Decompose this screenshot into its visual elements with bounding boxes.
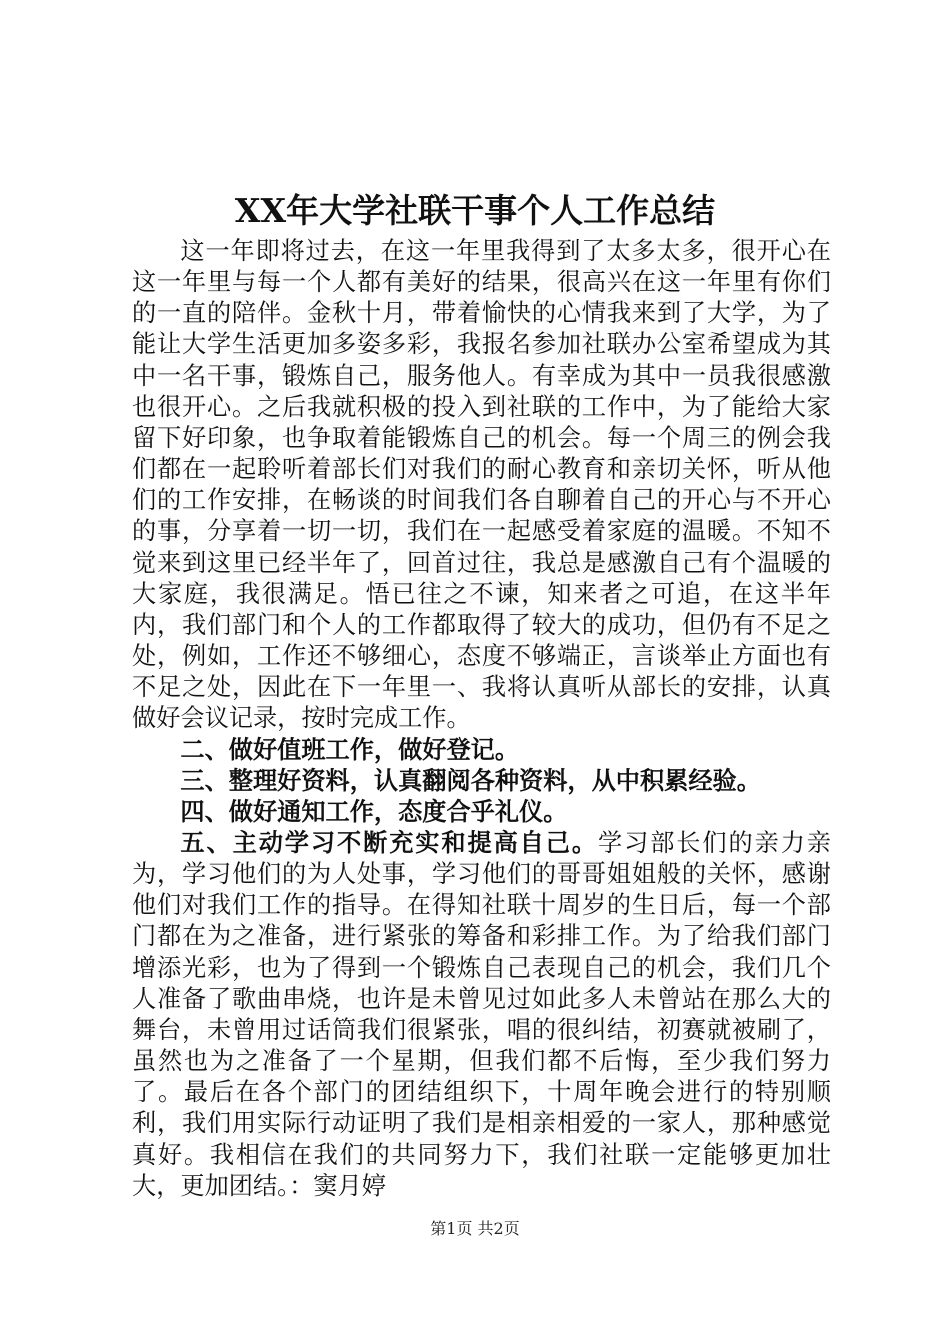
paragraph-item-5-lead: 五、主动学习不断充实和提高自己。: [180, 828, 598, 857]
paragraph-item-5: [132, 828, 831, 1202]
paragraph-item-3: 三、整理好资料，认真翻阅各种资料，从中积累经验。: [180, 766, 761, 795]
paragraph-item-4: 四、做好通知工作，态度合乎礼仪。: [180, 797, 568, 826]
document-title: XX年大学社联干事个人工作总结: [234, 191, 716, 230]
paragraph-item-5-body: 学习部长们的亲力亲为，学习他们的为人处事，学习他们的哥哥姐姐般的关怀，感谢他们对我们工作的指导。在得知社联十周岁的生日后，每一个部门都在为之准备，进行紧张的筹备和彩排工作。为了给我们部门增添光彩，也为了得到一个锻炼自己表现自己的机会，我们几个人准备了歌曲串烧，也许是未曾见过如此多人未曾站在那么大的舞台，未曾用过话筒我们很紧张，唱的很纠结，初赛就被刷了，虽然也为之准备了一个星期，但我们都不后悔，至少我们努力了。最后在各个部门的团结组织下，十周年晚会进行的特别顺利，我们用实际行动证明了我们是相亲相爱的一家人，那种感觉真好。我相信在我们的共同努力下，我们社联一定能够更加壮大，更加团结。：窦月婷: [132, 828, 831, 1200]
paragraph-intro: 这一年即将过去，在这一年里我得到了太多太多，很开心在这一年里与每一个人都有美好的结果，很高兴在这一年里有你们的一直的陪伴。金秋十月，带着愉快的心情我来到了大学，为了能让大学生活更加多姿多彩，我报名参加社联办公室希望成为其中一名干事，锻炼自己，服务他人。有幸成为其中一员我很感激也很开心。之后我就积极的投入到社联的工作中，为了能给大家留下好印象，也争取着能锻炼自己的机会。每一个周三的例会我们都在一起聆听着部长们对我们的耐心教育和亲切关怀，听从他们的工作安排，在畅谈的时间我们各自聊着自己的开心与不开心的事，分享着一切一切，我们在一起感受着家庭的温暖。不知不觉来到这里已经半年了，回首过往，我总是感激自己有个温暖的大家庭，我很满足。悟已往之不谏，知来者之可追，在这半年内，我们部门和个人的工作都取得了较大的成功，但仍有不足之处，例如，工作还不够细心，态度不够端正，言谈举止方面也有不足之处，因此在下一年里一、我将认真听从部长的安排，认真做好会议记录，按时完成工作。: [132, 237, 831, 733]
document-body: [132, 236, 831, 1202]
paragraph-item-2: 二、做好值班工作，做好登记。: [180, 735, 520, 764]
page-footer: 第1页 共2页: [430, 1219, 520, 1238]
